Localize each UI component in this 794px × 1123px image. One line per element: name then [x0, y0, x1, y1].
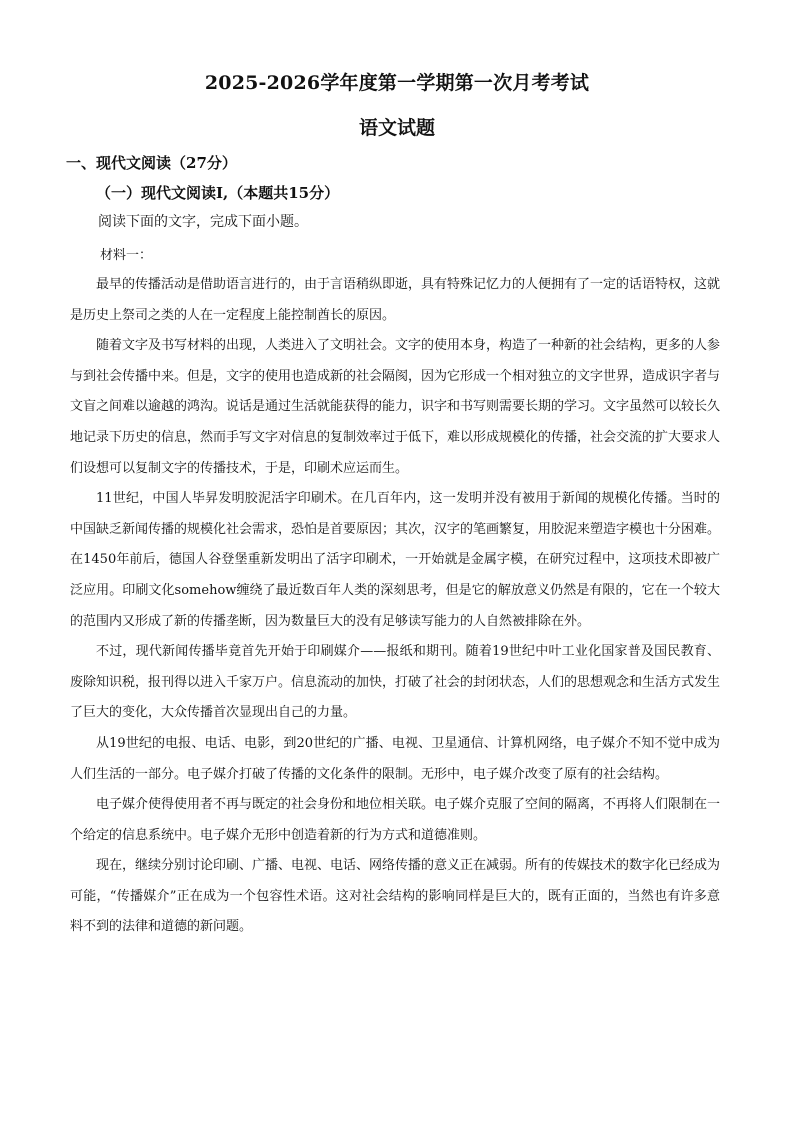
passage-paragraph: 11世纪，中国人毕昇发明胶泥活字印刷术。在几百年内，这一发明并没有被用于新闻的规模化传播。当时的中国缺乏新闻传播的规模化社会需求，恐怕是首要原因；其次，汉字的笔画繁复，用胶泥来塑造字模也十分困难。在1450年前后，德国人谷登堡重新发明出了活字印刷术，一开始就是金属字模，在研究过程中，这项技术即被广泛应用。印刷文化somehow缠绕了最近数百年人类的深刻思考，但是它的解放意义仍然是有限的，它在一个较大的范围内又形成了新的传播垄断，因为数量巨大的没有足够读写能力的人自然被排除在外。 — [70, 491, 721, 629]
exam-title: 2025-2026学年度第一学期第一次月考考试 — [204, 72, 590, 94]
passage-paragraph: 现在，继续分别讨论印刷、广播、电视、电话、网络传播的意义正在减弱。所有的传媒技术的数字化已经成为可能，“传播媒介”正在成为一个包容性术语。这对社会结构的影响同样是巨大的，既有正面的，当然也有许多意料不到的法律和道德的新问题。 — [70, 858, 721, 935]
passage-paragraph: 不过，现代新闻传播毕竟首先开始于印刷媒介——报纸和期刊。随着19世纪中叶工业化国家普及国民教育、废除知识税，报刊得以进入千家万户。信息流动的加快，打破了社会的封闭状态，人们的思想观念和生活方式发生了巨大的变化，大众传播首次显现出自己的力量。 — [70, 644, 721, 721]
passage-body — [70, 270, 720, 943]
reading-instruction: 阅读下面的文字，完成下面小题。 — [98, 214, 308, 230]
material-label: 材料一： — [100, 248, 153, 263]
passage-paragraph: 从19世纪的电报、电话、电影，到20世纪的广播、电视、卫星通信、计算机网络，电子媒介不知不觉中成为人们生活的一部分。电子媒介打破了传播的文化条件的限制。无形中，电子媒介改变了原有的社会结构。 — [70, 735, 720, 782]
passage-paragraph: 电子媒介使得使用者不再与既定的社会身份和地位相关联。电子媒介克服了空间的隔离，不再将人们限制在一个给定的信息系统中。电子媒介无形中创造着新的行为方式和道德准则。 — [70, 797, 721, 843]
section-heading: 一、现代文阅读（27分） — [66, 154, 237, 172]
passage-paragraph: 最早的传播活动是借助语言进行的，由于言语稍纵即逝，具有特殊记忆力的人便拥有了一定的话语特权，这就是历史上祭司之类的人在一定程度上能控制酋长的原因。 — [70, 277, 721, 323]
exam-subtitle: 语文试题 — [358, 117, 435, 139]
passage-paragraph: 随着文字及书写材料的出现，人类进入了文明社会。文字的使用本身，构造了一种新的社会结构，更多的人参与到社会传播中来。但是，文字的使用也造成新的社会隔阂，因为它形成一个相对独立的文字世界，造成识字者与文盲之间难以逾越的鸿沟。说话是通过生活就能获得的能力，识字和书写则需要长期的学习。文字虽然可以较长久地记录下历史的信息，然而手写文字对信息的复制效率过于低下，难以形成规模化的传播，社会交流的扩大要求人们设想可以复制文字的传播技术，于是，印刷术应运而生。 — [70, 338, 721, 476]
subsection-heading: （一）现代文阅读Ⅰ,（本题共15分） — [96, 184, 340, 202]
